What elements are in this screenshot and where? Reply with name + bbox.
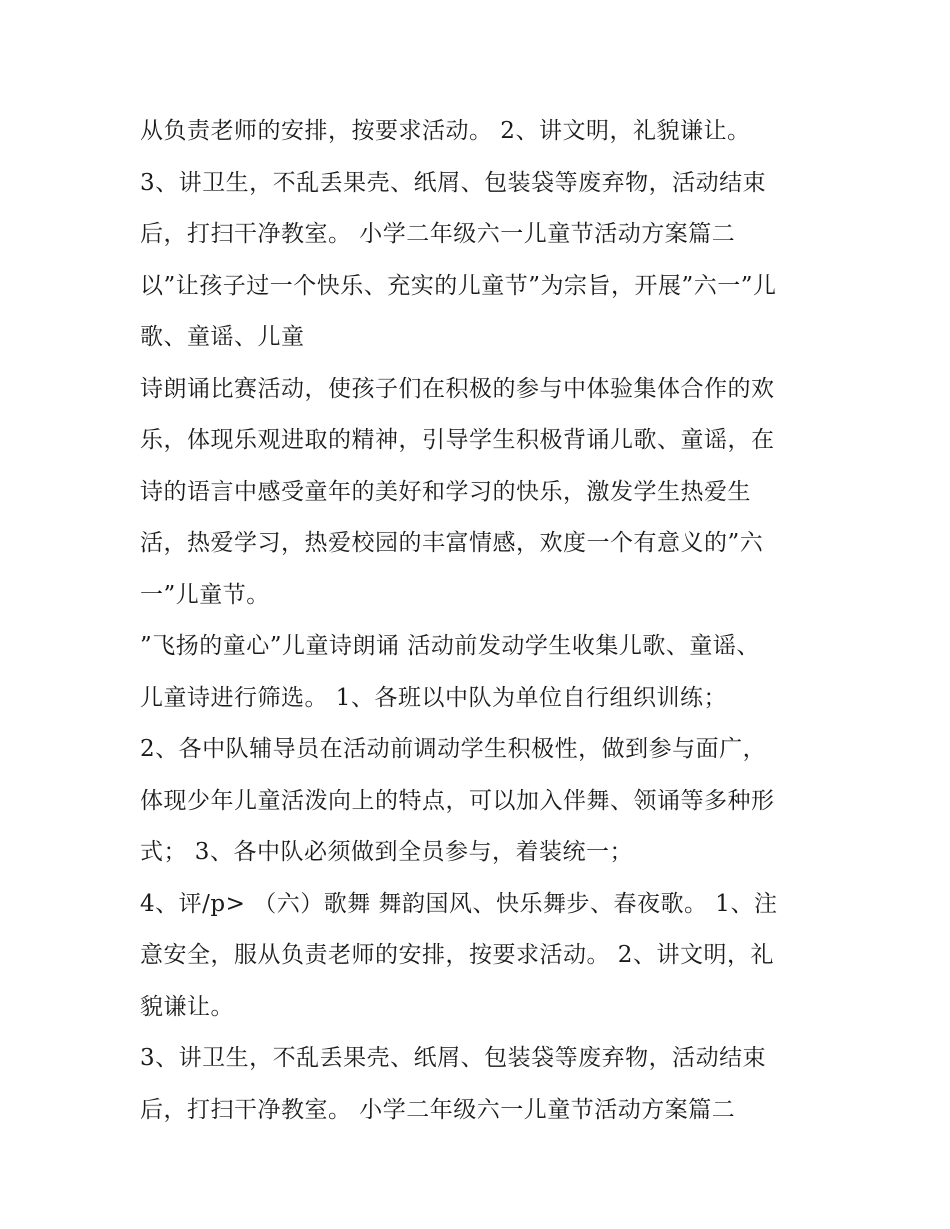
text-line: 体现少年儿童活泼向上的特点，可以加入伴舞、领诵等多种形	[140, 787, 775, 814]
text-line: 后，打扫干净教室。 小学二年级六一儿童节活动方案篇二	[140, 221, 736, 247]
text-line: 式； 3、各中队必须做到全员参与，着装统一；	[140, 839, 633, 865]
text-line: 歌、童谣、儿童	[140, 324, 305, 350]
text-line: 貌谦让。	[140, 993, 234, 1020]
text-line: 3、讲卫生，不乱丢果壳、纸屑、包装袋等废弃物，活动结束	[140, 169, 767, 196]
text-line: 诗朗诵比赛活动，使孩子们在积极的参与中体验集体合作的欢	[140, 375, 775, 402]
text-line: 从负责老师的安排，按要求活动。 2、讲文明，礼貌谦让。	[140, 118, 751, 144]
text-line: 诗的语言中感受童年的美好和学习的快乐，激发学生热爱生	[140, 478, 751, 505]
text-line: 4、评/p> （六）歌舞 舞韵国风、快乐舞步、春夜歌。 1、注	[140, 890, 778, 917]
text-line: 以”让孩子过一个快乐、充实的儿童节”为宗旨，开展”六一”儿	[140, 272, 777, 299]
text-line: 3、讲卫生，不乱丢果壳、纸屑、包装袋等废弃物，活动结束	[140, 1045, 767, 1071]
document-body	[140, 112, 820, 1142]
text-line: 活，热爱学习，热爱校园的丰富情感，欢度一个有意义的”六	[140, 530, 764, 556]
text-line: ”飞扬的童心”儿童诗朗诵 活动前发动学生收集儿歌、童谣、	[140, 633, 760, 659]
text-line: 一”儿童节。	[140, 581, 270, 608]
text-line: 意安全，服从负责老师的安排，按要求活动。 2、讲文明，礼	[140, 942, 774, 968]
text-line: 儿童诗进行筛选。 1、各班以中队为单位自行组织训练；	[140, 684, 727, 711]
text-line: 乐，体现乐观进取的精神，引导学生积极背诵儿歌、童谣，在	[140, 427, 775, 453]
text-line: 2、各中队辅导员在活动前调动学生积极性，做到参与面广，	[140, 736, 767, 762]
text-line: 后，打扫干净教室。 小学二年级六一儿童节活动方案篇二	[140, 1096, 736, 1123]
